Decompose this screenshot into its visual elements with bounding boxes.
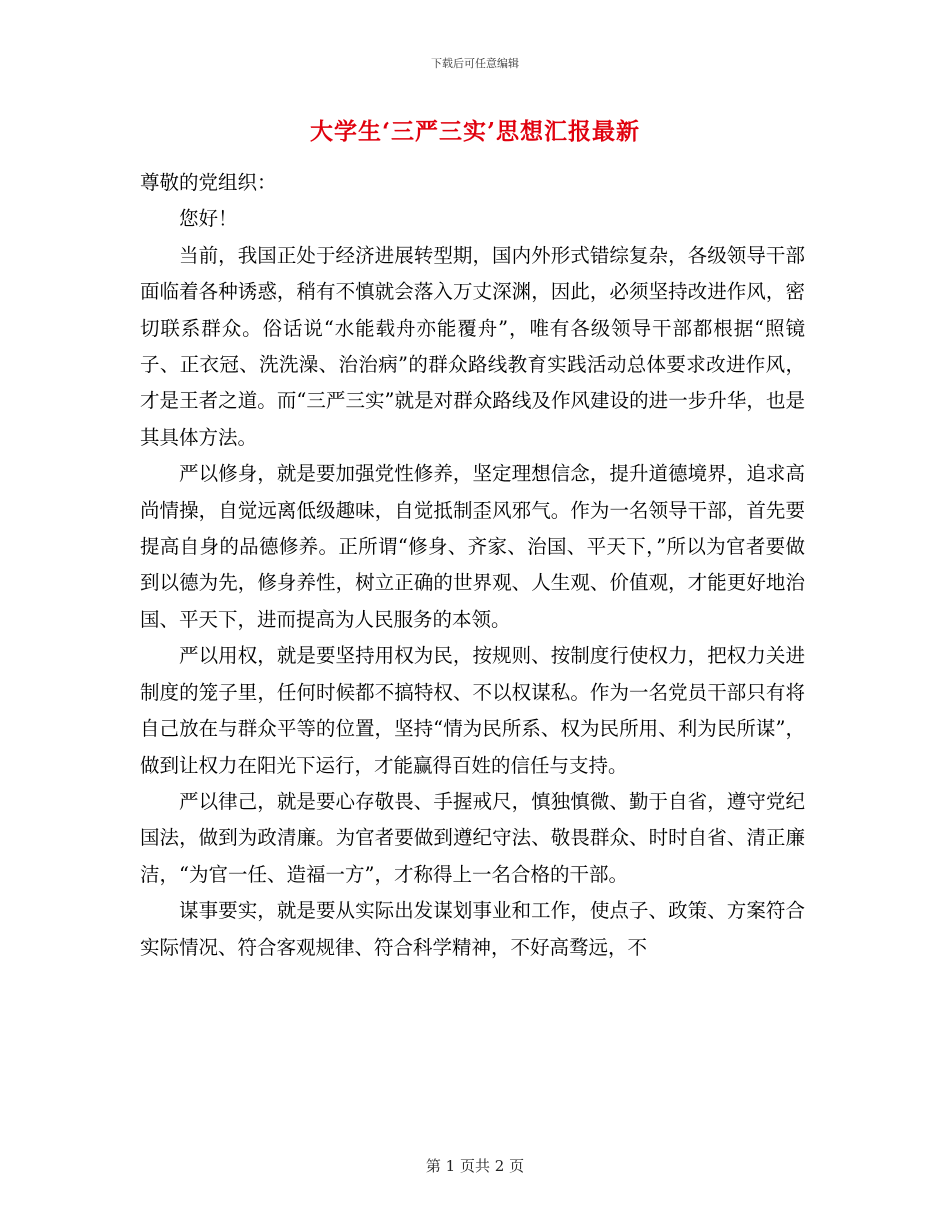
document-body [140, 165, 805, 966]
document-title: 大学生‘三严三实’思想汇报最新 [309, 118, 640, 145]
paragraph-intro: 当前，我国正处于经济进展转型期，国内外形式错综复杂，各级领导干部面临着各种诱惑，稍有不慎就会落入万丈深渊，因此，必须坚持改进作风，密切联系群众。俗话说“水能载舟亦能覆舟”，唯有各级领导干部都根据“照镜子、正衣冠、洗洗澡、治治病”的群众路线教育实践活动总体要求改进作风，才是王者之道。而“三严三实”就是对群众路线及作风建设的进一步升华，也是其具体方法。 [140, 243, 805, 449]
salutation: 尊敬的党组织： [140, 171, 277, 194]
greeting: 您好！ [179, 207, 238, 231]
paragraph-self-cultivation: 严以修身，就是要加强党性修养，坚定理想信念，提升道德境界，追求高尚情操，自觉远离低级趣味，自觉抵制歪风邪气。作为一名领导干部，首先要提高自身的品德修养。正所谓“修身、齐家、治国、平天下，”所以为官者要做到以德为先，修身养性，树立正确的世界观、人生观、价值观，才能更好地治国、平天下，进而提高为人民服务的本领。 [140, 462, 805, 631]
paragraph-practical-planning: 谋事要实，就是要从实际出发谋划事业和工作，使点子、政策、方案符合实际情况、符合客观规律、符合科学精神，不好高骛远，不 [140, 899, 805, 959]
page-header: 下载后可任意编辑 [431, 57, 519, 70]
page-footer: 第 1 页共 2 页 [425, 1157, 525, 1175]
paragraph-use-of-power: 严以用权，就是要坚持用权为民，按规则、按制度行使权力，把权力关进制度的笼子里，任何时候都不搞特权、不以权谋私。作为一名党员干部只有将自己放在与群众平等的位置，坚持“情为民所系、权为民所用、利为民所谋”，做到让权力在阳光下运行，才能赢得百姓的信任与支持。 [140, 644, 805, 777]
paragraph-self-discipline: 严以律己，就是要心存敬畏、手握戒尺，慎独慎微、勤于自省，遵守党纪国法，做到为政清廉。为官者要做到遵纪守法、敬畏群众、时时自省、清正廉洁，“为官一任、造福一方”，才称得上一名合格的干部。 [140, 789, 805, 886]
